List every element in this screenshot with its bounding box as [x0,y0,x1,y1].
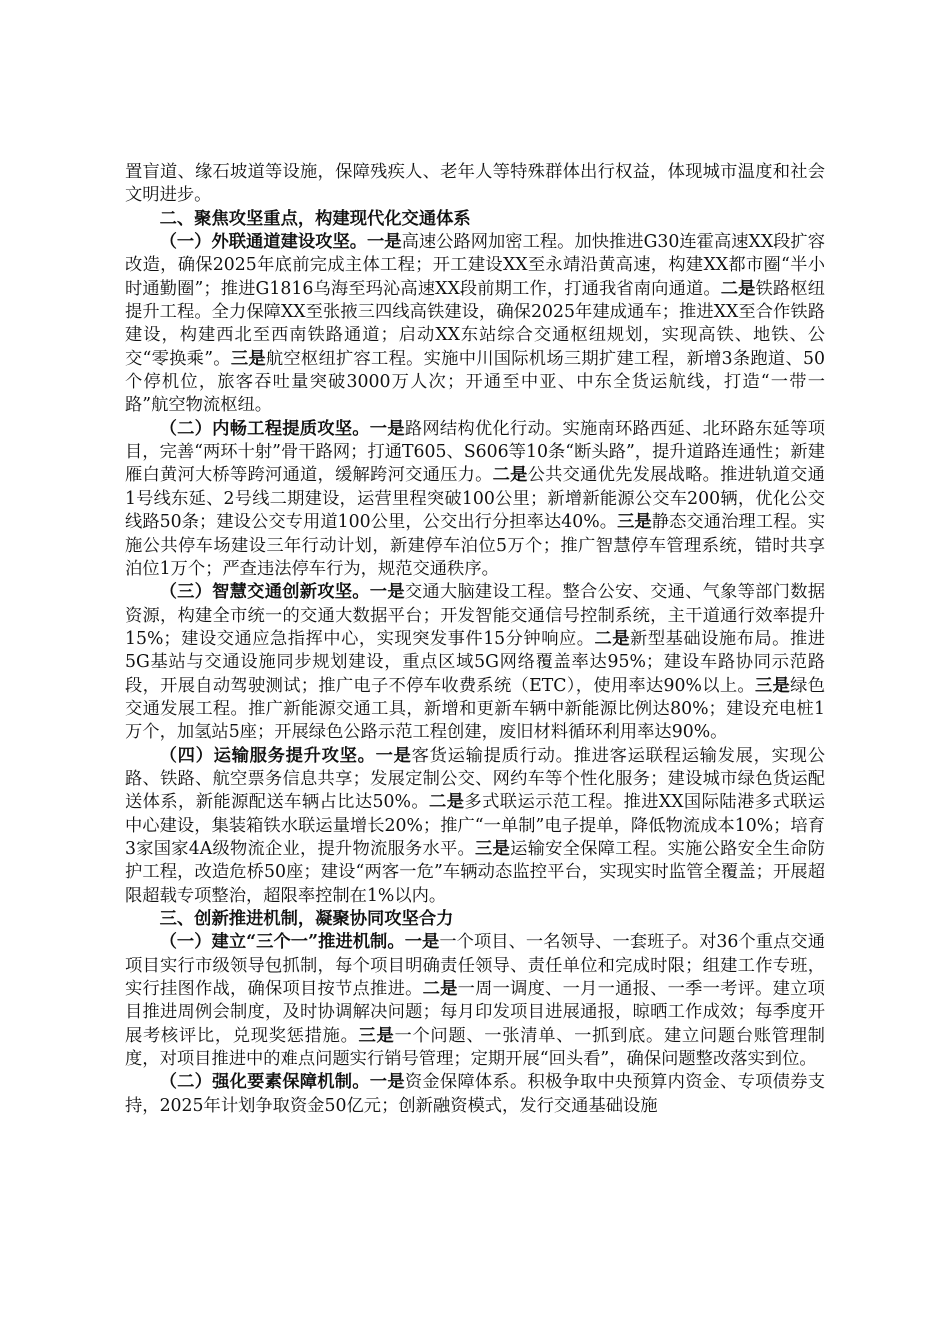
bold-text: （一）外联通道建设攻坚。 [159,232,368,253]
paragraph-text: 客货运输提质行动。推进客运联程运输发展，实现公路、铁路、航空票务信息共享；发展定制公交、网约车等个性化服务；建设城市绿色货运配送体系，新能源配送车辆占比达50%。 [125,745,825,813]
bold-text: （二）强化要素保障机制。 [159,1072,370,1093]
bold-text: （四）运输服务提升攻坚。 [159,745,376,766]
bold-text: 一是 [367,232,402,253]
bold-text: 二是 [720,278,756,299]
body-paragraph [125,231,825,418]
body-paragraph [125,581,825,744]
bold-text: 三是 [754,675,791,696]
body-paragraph [125,931,825,1071]
paragraph-text: 交通大脑建设工程。整合公安、交通、气象等部门数据资源，构建全市统一的交通大数据平台；开发智能交通信号控制系统，主干道通行效率提升15%；建设交通应急指挥中心，实现突发事件15分钟响应。 [125,582,825,649]
bold-text: 三、创新推进机制，凝聚协同攻坚合力 [159,909,454,929]
paragraph-text: 置盲道、缘石坡道等设施，保障残疾人、老年人等特殊群体出行权益，体现城市温度和社会文明进步。 [125,162,825,206]
paragraph-text: 公共交通优先发展战略。推进轨道交通1号线东延、2号线二期建设，运营里程突破100公里；新增新能源公交车200辆，优化公交线路50条；建设公交专用道100公里，公交出行分担率达40%。 [125,465,825,533]
paragraph-text: 一个问题、一张清单、一抓到底。建立问题台账管理制度，对项目推进中的难点问题实行销号管理；定期开展“回头看”，确保问题整改落实到位。 [125,1025,825,1070]
bold-text: 三是 [475,838,511,859]
paragraph-text: 一个项目、一名领导、一套班子。对36个重点交通项目实行市级领导包抓制，每个项目明确责任领导、责任单位和完成时限；组建工作专班，实行挂图作战，确保项目按节点推进。 [125,932,825,1000]
bold-text: 二是 [422,979,458,1000]
paragraph-text: 资金保障体系。积极争取中央预算内资金、专项债券支持，2025年计划争取资金50亿元；创新融资模式，发行交通基础设施 [125,1072,825,1116]
document-body [125,161,825,1118]
bold-text: 二、聚焦攻坚重点，构建现代化交通体系 [159,208,471,229]
continuation-paragraph [125,161,825,208]
bold-text: 一是 [404,932,440,953]
paragraph-text: 静态交通治理工程。实施公共停车场建设三年行动计划，新建停车泊位5万个；推广智慧停车管理系统，错时共享泊位1万个；严查违法停车行为，规范交通秩序。 [125,512,825,579]
bold-text: 一是 [369,418,405,439]
section-heading [125,208,825,231]
bold-text: 一是 [369,1072,405,1093]
bold-text: （二）内畅工程提质攻坚。 [159,418,370,439]
bold-text: 一是 [375,745,412,766]
paragraph-text: 绿色交通发展工程。推广新能源交通工具，新增和更新车辆中新能源比例达80%；建设充电桩1万个，加氢站5座；开展绿色公路示范工程创建，废旧材料循环利用率达90%。 [125,675,825,743]
paragraph-text: 一周一调度、一月一通报、一季一考评。建立项目推进周例会制度，及时协调解决问题；每月印发项目进展通报，晾晒工作成效；每季度开展考核评比，兑现奖惩措施。 [125,979,825,1046]
paragraph-text: 运输安全保障工程。实施公路安全生命防护工程，改造危桥50座；建设“两客一危”车辆动态监控平台，实现实时监管全覆盖；开展超限超载专项整治，超限率控制在1%以内。 [125,838,825,906]
section-heading [125,908,825,931]
paragraph-text: 多式联运示范工程。推进XX国际陆港多式联运中心建设，集装箱铁水联运量增长20%；推广“一单制”电子提单，降低物流成本10%；培育3家国家4A级物流企业，提升物流服务水平。 [125,792,825,859]
bold-text: （一）建立“三个一”推进机制。 [159,932,405,953]
bold-text: 二是 [429,792,465,813]
paragraph-text: 高速公路网加密工程。加快推进G30连霍高速XX段扩容改造，确保2025年底前完成主体工程；开工建设XX至永靖沿黄高速，构建XX都市圈“半小时通勤圈”；推进G1816乌海至玛沁高速XX段前期工作，打通我省南向通道。 [125,232,825,299]
bold-text: （三）智慧交通创新攻坚。 [159,582,370,603]
paragraph-text: 航空枢纽扩容工程。实施中川国际机场三期扩建工程，新增3条跑道、50个停机位，旅客吞吐量突破3000万人次；开通至中亚、中东全货运航线，打造“一带一路”航空物流枢纽。 [125,348,825,416]
bold-text: 三是 [230,348,266,369]
body-paragraph [125,745,825,908]
paragraph-text: 铁路枢纽提升工程。全力保障XX至张掖三四线高铁建设，确保2025年建成通车；推进XX至合作铁路建设，构建西北至西南铁路通道；启动XX东站综合交通枢纽规划，实现高铁、地铁、公交“零换乘”。 [125,278,825,369]
bold-text: 一是 [369,582,405,603]
bold-text: 二是 [594,628,631,649]
bold-text: 二是 [492,465,528,486]
bold-text: 三是 [358,1025,395,1046]
bold-text: 三是 [617,512,652,533]
body-paragraph [125,418,825,581]
body-paragraph [125,1071,825,1118]
paragraph-text: 新型基础设施布局。推进5G基站与交通设施同步规划建设，重点区域5G网络覆盖率达95%；建设车路协同示范路段，开展自动驾驶测试；推广电子不停车收费系统（ETC），使用率达90%以上。 [125,628,825,696]
paragraph-text: 路网结构优化行动。实施南环路西延、北环路东延等项目，完善“两环十射”骨干路网；打通T605、S606等10条“断头路”，提升道路连通性；新建雁白黄河大桥等跨河通道，缓解跨河交通压力。 [125,418,825,486]
